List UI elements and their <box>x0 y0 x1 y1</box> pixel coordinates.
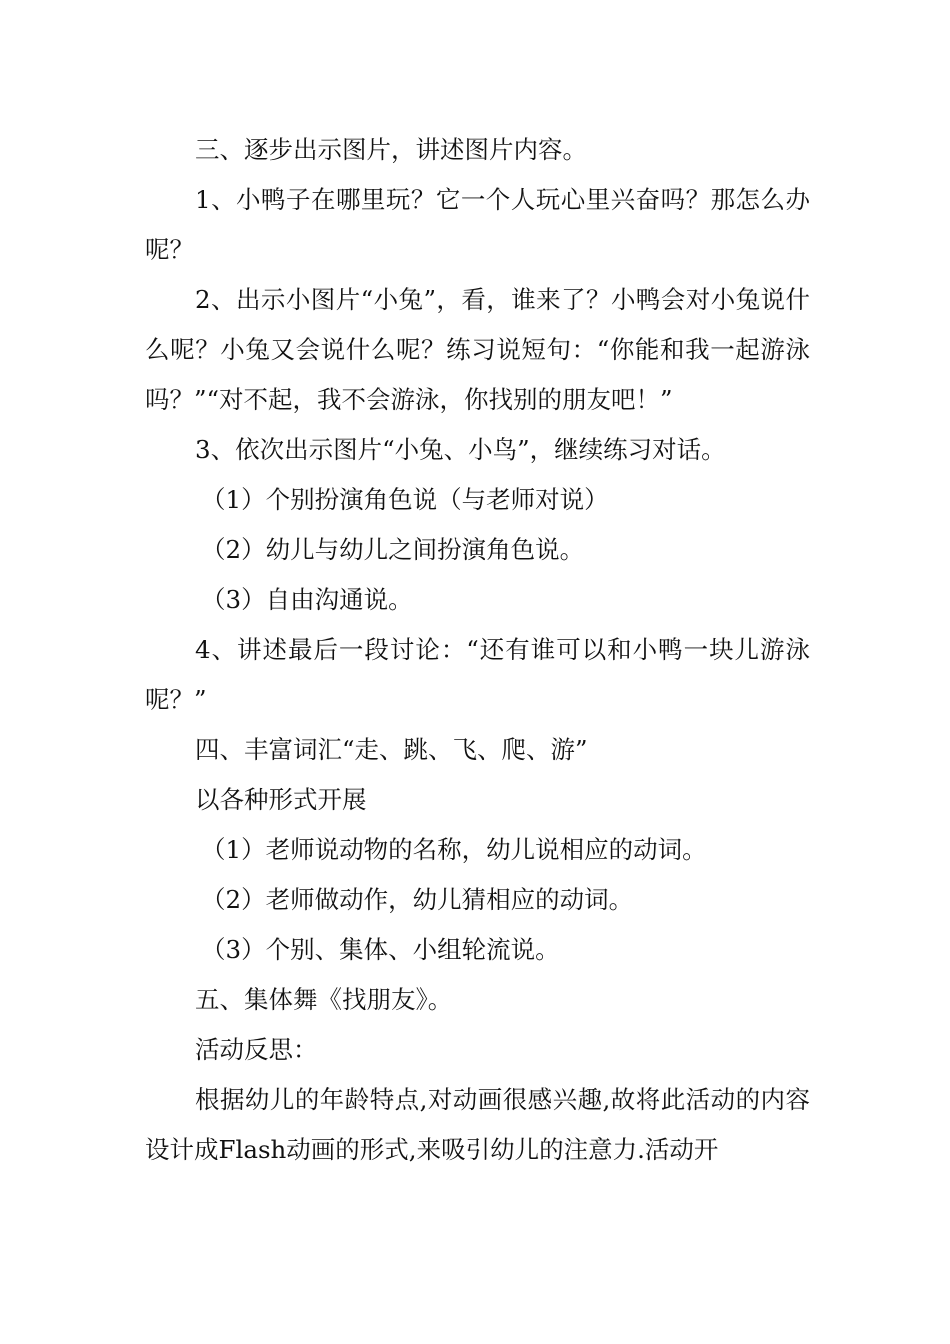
list-item-role-play-2: （2）幼儿与幼儿之间扮演角色说。 <box>201 535 585 564</box>
paragraph-step-3: 3、依次出示图片“小兔、小鸟”，继续练习对话。 <box>195 435 726 464</box>
paragraph-forms: 以各种形式开展 <box>195 785 367 814</box>
paragraph-step-2: 2、出示小图片“小兔”，看，谁来了？小鸭会对小兔说什么呢？小兔又会说什么呢？练习说短句：“你能和我一起游泳吗？”“对不起，我不会游泳，你找别的朋友吧！” <box>145 285 810 414</box>
list-item-vocab-2: （2）老师做动作，幼儿猜相应的动词。 <box>201 885 634 914</box>
document-body <box>145 125 810 1175</box>
list-item-vocab-1: （1）老师说动物的名称，幼儿说相应的动词。 <box>201 835 707 864</box>
reflection-paragraph: 根据幼儿的年龄特点,对动画很感兴趣,故将此活动的内容设计成Flash动画的形式,来吸引幼儿的注意力.活动开 <box>145 1085 810 1164</box>
list-item-role-play-3: （3）自由沟通说。 <box>201 585 413 614</box>
reflection-heading: 活动反思： <box>195 1035 318 1064</box>
list-item-vocab-3: （3）个别、集体、小组轮流说。 <box>201 935 560 964</box>
section-heading-5: 五、集体舞《找朋友》。 <box>195 985 453 1014</box>
paragraph-step-1: 1、小鸭子在哪里玩？它一个人玩心里兴奋吗？那怎么办呢？ <box>145 185 810 264</box>
section-heading-4: 四、丰富词汇“走、跳、飞、爬、游” <box>195 735 588 764</box>
list-item-role-play-1: （1）个别扮演角色说（与老师对说） <box>201 485 609 514</box>
section-heading-3: 三、逐步出示图片，讲述图片内容。 <box>195 135 587 164</box>
paragraph-step-4: 4、讲述最后一段讨论：“还有谁可以和小鸭一块儿游泳呢？” <box>145 635 810 714</box>
